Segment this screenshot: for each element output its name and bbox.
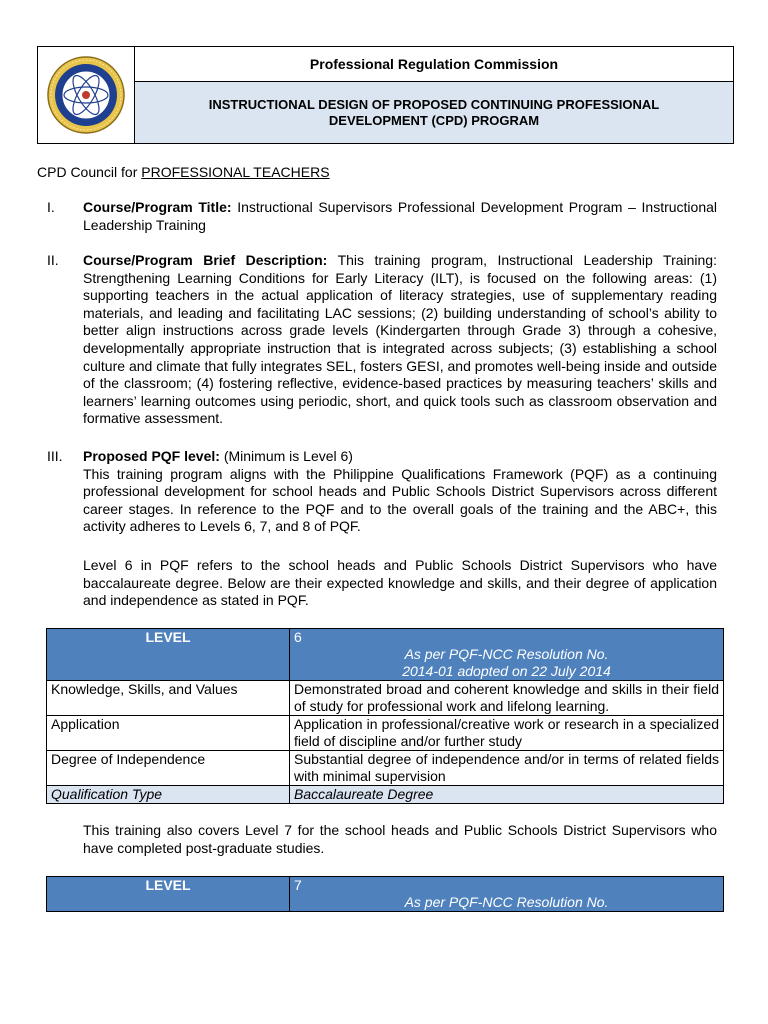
- section-label: Course/Program Brief Description:: [83, 252, 328, 268]
- section-course-title: [37, 199, 717, 234]
- table-row: [47, 681, 724, 716]
- pqf-level6-table: [46, 628, 724, 804]
- resolution-line-1: As per PQF-NCC Resolution No.: [404, 646, 609, 662]
- section-body: [83, 252, 717, 428]
- level-value-cell: [290, 629, 724, 681]
- section-label: Proposed PQF level:: [83, 448, 220, 464]
- prc-seal-logo: [46, 55, 126, 135]
- row-value: Application in professional/creative work or research in a specialized field of discipline and/or further study: [290, 716, 724, 751]
- section-number: II.: [47, 252, 59, 268]
- table-header-row: [47, 877, 724, 912]
- section-text: Instructional Supervisors Professional Development Program – Instructional Leadership Training: [83, 199, 718, 233]
- prc-seal-cell: [38, 47, 135, 143]
- level6-paragraph: Level 6 in PQF refers to the school heads and Public Schools District Supervisors who have baccalaureate degree. Below are their expected knowledge and skills, and their degree of application and independence as stated in PQF.: [83, 557, 717, 609]
- level7-paragraph: This training also covers Level 7 for the school heads and Public Schools District Supervisors who have completed post-graduate studies.: [83, 822, 717, 856]
- section-pqf-level: [37, 448, 717, 536]
- pqf-level7-table: [46, 876, 724, 912]
- table-row: [47, 716, 724, 751]
- document-title: INSTRUCTIONAL DESIGN OF PROPOSED CONTINUING PROFESSIONAL DEVELOPMENT (CPD) PROGRAM: [135, 82, 733, 143]
- section-body: [83, 199, 717, 234]
- council-name: PROFESSIONAL TEACHERS: [141, 164, 330, 180]
- resolution-line-2: 2014-01 adopted on 22 July 2014: [402, 663, 611, 679]
- level-label: LEVEL: [47, 877, 290, 912]
- row-label: Knowledge, Skills, and Values: [47, 681, 290, 716]
- org-name: Professional Regulation Commission: [135, 47, 733, 82]
- section-number: III.: [47, 448, 63, 464]
- section-body: [83, 448, 717, 536]
- table-row: [47, 751, 724, 786]
- section-number: I.: [47, 199, 55, 215]
- council-prefix: CPD Council for: [37, 164, 142, 180]
- row-value: Demonstrated broad and coherent knowledge and skills in their field of study for professional work and lifelong learning.: [290, 681, 724, 716]
- level-value: 7: [294, 877, 302, 893]
- table-header-row: [47, 629, 724, 681]
- level-value-cell: [290, 877, 724, 912]
- resolution-line-1: As per PQF-NCC Resolution No.: [404, 894, 609, 910]
- qualification-value: Baccalaureate Degree: [290, 786, 724, 804]
- level-value: 6: [294, 629, 302, 645]
- section-brief-description: [37, 252, 717, 428]
- row-label: Degree of Independence: [47, 751, 290, 786]
- qualification-row: [47, 786, 724, 804]
- level-label: LEVEL: [47, 629, 290, 681]
- section-text: (Minimum is Level 6): [219, 448, 353, 464]
- row-label: Application: [47, 716, 290, 751]
- section-paragraph: This training program aligns with the Philippine Qualifications Framework (PQF) as a continuing professional development for school heads and Public Schools District Supervisors across different career stages. In reference to the PQF and to the overall goals of the training and the ABC+, this activity adheres to Levels 6, 7, and 8 of PQF.: [83, 465, 717, 535]
- section-text: This training program, Instructional Leadership Training: Strengthening Learning Conditions for Early Literacy (ILT), is focused on the following areas: (1) supporting teachers in the actual application of literacy strategies, use of supplementary reading materials, and leading and facilitating LAC sessions; (2) building understanding of school’s ability to better align instructions across grade levels (Kindergarten through Grade 3) through a cohesive, developmentally appropriate instruction that is integrated across subjects; (3) establishing a school culture and climate that fully integrates SEL, fosters GESI, and promotes well-being inside and outside of the classroom; (4) fostering reflective, evidence-based practices by measuring teachers’ skills and learners’ learning outcomes using periodic, short, and quick tools such as classroom observation and formative assessment.: [83, 252, 717, 427]
- document-header: [37, 46, 734, 144]
- qualification-label: Qualification Type: [47, 786, 290, 804]
- cpd-council-line: [37, 164, 330, 180]
- header-titles: [135, 47, 733, 143]
- row-value: Substantial degree of independence and/or in terms of related fields with minimal supervision: [290, 751, 724, 786]
- section-label: Course/Program Title:: [83, 199, 232, 215]
